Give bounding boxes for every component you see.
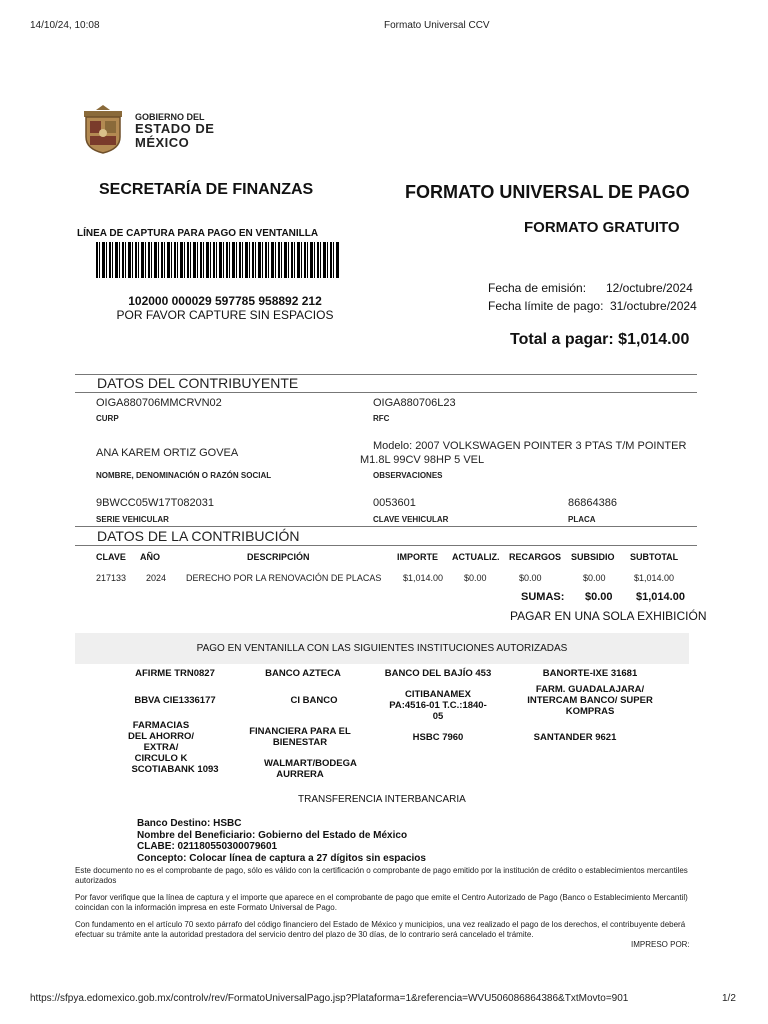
transfer-beneficiary: Nombre del Beneficiario: Gobierno del Estado de México	[137, 829, 408, 841]
row-recargos: $0.00	[519, 573, 542, 583]
due-date: 31/octubre/2024	[610, 299, 697, 313]
col-descripcion: DESCRIPCIÓN	[247, 552, 310, 562]
total-to-pay: Total a pagar: $1,014.00	[510, 331, 690, 348]
rfc-value: OIGA880706L23	[373, 397, 456, 409]
sums-total: $1,014.00	[636, 591, 685, 603]
transfer-title: TRANSFERENCIA INTERBANCARIA	[298, 794, 466, 805]
bank-scotiabank: SCOTIABANK 1093	[131, 764, 219, 775]
capture-line-title: LÍNEA DE CAPTURA PARA PAGO EN VENTANILLA	[77, 228, 319, 239]
legal-note-1: Este documento no es el comprobante de pago, sólo es válido con la certificación o comprobante de pago emitido por la institución de crédito o establecimientos mercantiles autorizados	[75, 866, 688, 885]
row-importe: $1,014.00	[403, 573, 444, 583]
col-anio: AÑO	[140, 552, 160, 562]
bank-citibanamex: CITIBANAMEX PA:4516-01 T.C.:1840-05	[389, 689, 487, 722]
col-actualiz: ACTUALIZ.	[452, 552, 500, 562]
bank-banorte: BANORTE-IXE 31681	[542, 668, 638, 679]
free-format-label: FORMATO GRATUITO	[524, 219, 680, 236]
sums-subsidy: $0.00	[585, 591, 613, 603]
taxpayer-name-label: NOMBRE, DENOMINACIÓN O RAZÓN SOCIAL	[96, 471, 272, 480]
row-descripcion: DERECHO POR LA RENOVACIÓN DE PLACAS	[186, 573, 382, 583]
form-title: FORMATO UNIVERSAL DE PAGO	[405, 182, 690, 202]
curp-value: OIGA880706MMCRVN02	[96, 397, 222, 409]
transfer-bank: Banco Destino: HSBC	[137, 818, 242, 829]
row-subsidio: $0.00	[583, 573, 606, 583]
print-title: Formato Universal CCV	[384, 20, 490, 31]
transfer-details	[137, 818, 426, 864]
curp-label: CURP	[96, 414, 119, 423]
taxpayer-section-title: DATOS DEL CONTRIBUYENTE	[97, 375, 299, 391]
col-recargos: RECARGOS	[509, 552, 562, 562]
col-subtotal: SUBTOTAL	[630, 552, 679, 562]
bank-financiera-bienestar: FINANCIERA PARA EL BIENESTAR	[249, 726, 351, 748]
row-subtotal: $1,014.00	[634, 573, 675, 583]
bank-bbva: BBVA CIE1336177	[134, 695, 216, 706]
secretaria-title: SECRETARÍA DE FINANZAS	[99, 181, 314, 198]
due-date-label: Fecha límite de pago:	[488, 299, 604, 313]
vehicle-serial-label: SERIE VEHICULAR	[96, 515, 169, 524]
plate-number: 86864386	[568, 497, 617, 509]
rfc-label: RFC	[373, 414, 390, 423]
print-url: https://sfpya.edomexico.gob.mx/controlv/rev/FormatoUniversalPago.jsp?Plataforma=1&referencia=WVU506086864386&TxtMovto=901	[30, 993, 629, 1004]
taxpayer-name: ANA KAREM ORTIZ GOVEA	[96, 447, 239, 459]
contribution-section-title: DATOS DE LA CONTRIBUCIÓN	[97, 528, 300, 544]
plate-label: PLACA	[568, 515, 596, 524]
bank-hsbc: HSBC 7960	[412, 732, 464, 743]
col-clave: CLAVE	[96, 552, 126, 562]
legal-note-2: Por favor verifique que la línea de captura y el importe que aparece en el comprobante de pago que emite el Centro Autorizado de Pago (Banco o Establecimiento Mercantil) coincidan con la información impresa en este Formato Universal de Pago.	[75, 893, 688, 912]
issue-date-label: Fecha de emisión:	[488, 281, 587, 295]
bank-afirme: AFIRME TRN0827	[135, 668, 215, 679]
capture-line-note: POR FAVOR CAPTURE SIN ESPACIOS	[116, 308, 334, 322]
observations-label: OBSERVACIONES	[373, 471, 443, 480]
single-payment-note: PAGAR EN UNA SOLA EXHIBICIÓN	[510, 609, 707, 623]
capture-line-number: 102000 000029 597785 958892 212	[128, 294, 322, 308]
observations-line2: M1.8L 99CV 98HP 5 VEL	[360, 454, 485, 466]
row-actualiz: $0.00	[464, 573, 487, 583]
vehicle-key-label: CLAVE VEHICULAR	[373, 515, 449, 524]
bank-farmacias-ahorro: FARMACIAS DEL AHORRO/ EXTRA/ CIRCULO K	[128, 720, 194, 764]
print-page-number: 1/2	[722, 993, 736, 1004]
legal-note-3: Con fundamento en el artículo 70 sexto párrafo del código financiero del Estado de México y municipios, una vez realizado el pago de los derechos, el contribuyente deberá efectuar su trámite ante la autoridad prestadora del servicio dentro del plazo de 30 días, de lo contrario será cancelado el trámite.	[75, 920, 686, 939]
col-importe: IMPORTE	[397, 552, 439, 562]
institutions-title: PAGO EN VENTANILLA CON LAS SIGUIENTES INSTITUCIONES AUTORIZADAS	[75, 633, 689, 664]
bank-bajio: BANCO DEL BAJÍO 453	[384, 668, 492, 679]
bank-walmart: WALMART/BODEGA AURRERA	[264, 758, 357, 780]
col-subsidio: SUBSIDIO	[571, 552, 615, 562]
government-logo-text: GOBIERNO DEL ESTADO DE MÉXICO	[135, 112, 215, 150]
sums-label: SUMAS:	[521, 591, 565, 603]
bank-cibanco: CI BANCO	[290, 695, 338, 706]
issue-date: 12/octubre/2024	[606, 281, 693, 295]
transfer-concept: Concepto: Colocar línea de captura a 27 dígitos sin espacios	[137, 852, 426, 864]
observations-line1: Modelo: 2007 VOLKSWAGEN POINTER 3 PTAS T/M POINTER	[373, 440, 687, 452]
transfer-clabe: CLABE: 021180550300079601	[137, 841, 278, 852]
vehicle-key: 0053601	[373, 497, 416, 509]
print-datetime: 14/10/24, 10:08	[30, 20, 100, 31]
bank-farm-guadalajara: FARM. GUADALAJARA/ INTERCAM BANCO/ SUPER KOMPRAS	[527, 684, 653, 717]
vehicle-serial: 9BWCC05W17T082031	[96, 497, 215, 509]
bank-azteca: BANCO AZTECA	[265, 668, 341, 679]
row-anio: 2024	[146, 573, 167, 583]
printed-by-label: IMPRESO POR:	[631, 940, 690, 949]
bank-santander: SANTANDER 9621	[533, 732, 617, 743]
row-clave: 217133	[96, 573, 127, 583]
barcode	[96, 242, 340, 278]
coat-of-arms-icon	[80, 103, 126, 155]
